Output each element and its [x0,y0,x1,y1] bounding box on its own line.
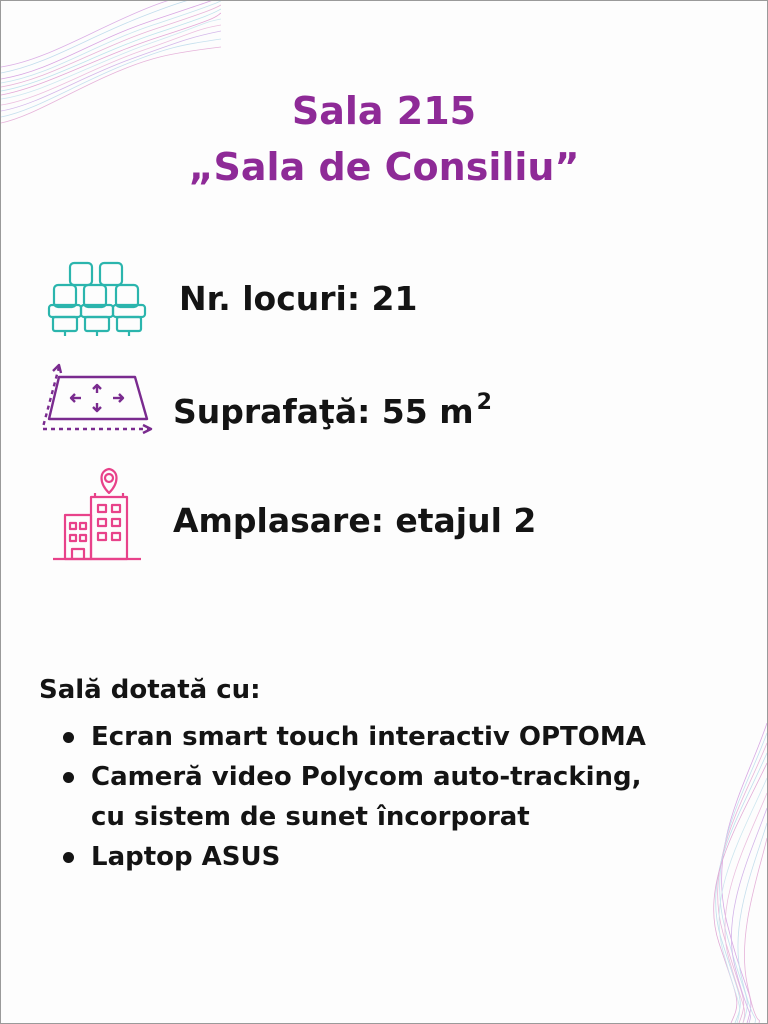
equipment-list [57,717,747,877]
floor-area-icon [37,363,157,437]
room-number-title: Sala 215 [291,89,477,133]
list-item: Cameră video Polycom auto-tracking, cu sistem de sunet încorporat [57,757,747,837]
room-name-title: „Sala de Consiliu” [188,145,580,189]
room-location: Amplasare: etajul 2 [173,501,537,540]
list-item: Laptop ASUS [57,837,747,877]
bullet-icon [63,732,74,743]
building-location-icon [51,467,143,567]
seats-count: Nr. locuri: 21 [179,279,418,318]
room-area-value: Suprafaţă: 55 m [173,392,474,431]
room-area [173,381,492,434]
list-item: Ecran smart touch interactiv OPTOMA [57,717,747,757]
area-unit-exponent: 2 [476,390,492,415]
bullet-icon [63,772,74,783]
seats-icon [47,261,147,337]
equipment-heading: Sală dotată cu: [39,675,261,705]
bullet-icon [63,852,74,863]
